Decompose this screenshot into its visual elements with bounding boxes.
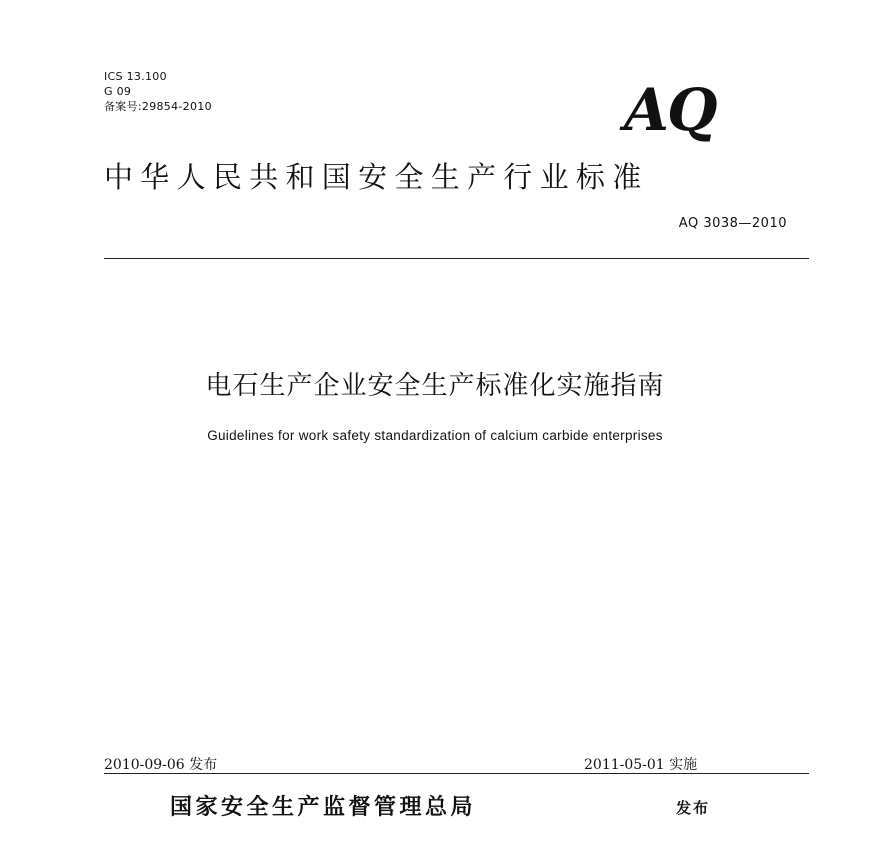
top-divider [104, 258, 809, 259]
publish-date: 2010-09-06 发布 [104, 757, 218, 773]
aq-logo: AQ [624, 76, 716, 144]
standard-code: AQ 3038—2010 [678, 216, 787, 231]
publish-mark: 发布 [676, 799, 711, 817]
classification-code: G 09 [104, 85, 132, 98]
ics-code: ICS 13.100 [104, 70, 167, 83]
issuing-authority: 国家安全生产监督管理总局 [170, 794, 477, 820]
document-title-chinese: 电石生产企业安全生产标准化实施指南 [205, 371, 665, 401]
record-number: 备案号:29854-2010 [104, 100, 212, 113]
standard-category-title: 中华人民共和国安全生产行业标准 [104, 160, 649, 194]
document-title-english: Guidelines for work safety standardization of calcium carbide enterprises [207, 428, 663, 443]
effective-date: 2011-05-01 实施 [584, 757, 698, 773]
bottom-divider [104, 773, 809, 774]
